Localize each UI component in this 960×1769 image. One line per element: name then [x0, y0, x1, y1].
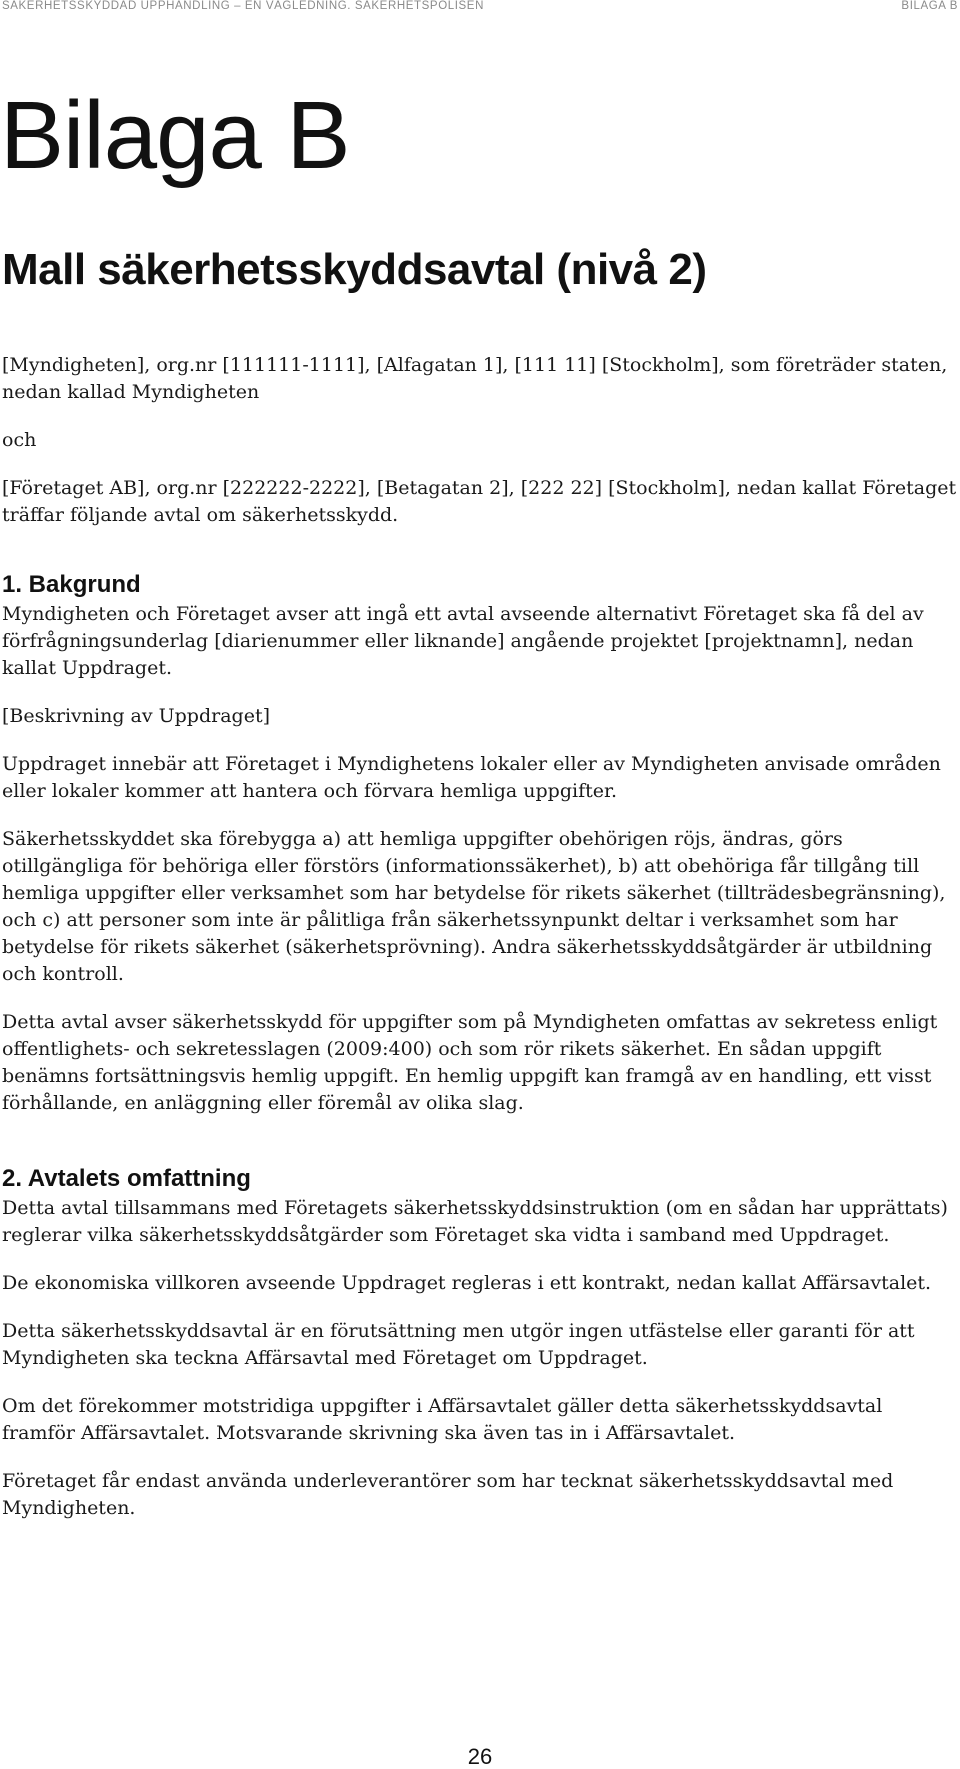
section-1-paragraph: [Beskrivning av Uppdraget]	[2, 705, 270, 727]
document-body	[2, 352, 957, 1522]
section-2-paragraph: De ekonomiska villkoren avseende Uppdraget regleras i ett kontrakt, nedan kallat Affärsavtalet.	[2, 1272, 932, 1294]
section-1-heading: 1. Bakgrund	[2, 571, 141, 598]
running-header	[2, 0, 958, 14]
section-1-paragraph: Detta avtal avser säkerhetsskydd för uppgifter som på Myndigheten omfattas av sekretess enligt offentlighets- och sekretesslagen (2009:400) och som rör rikets säkerhet. En sådan uppgift benämns fortsättningsvis hemlig uppgift. En hemlig uppgift kan framgå av en handling, ett visst förhållande, en anläggning eller föremål av olika slag.	[2, 1011, 938, 1114]
running-header-title: SÄKERHETSSKYDDAD UPPHANDLING – EN VÄGLEDNING. SÄKERHETSPOLISEN	[2, 0, 484, 12]
section-1-paragraph: Uppdraget innebär att Företaget i Myndighetens lokaler eller av Myndigheten anvisade områden eller lokaler kommer att hantera och förvara hemliga uppgifter.	[2, 753, 941, 802]
page-title: Bilaga B	[0, 82, 350, 189]
section-1-paragraph: Säkerhetsskyddet ska förebygga a) att hemliga uppgifter obehörigen röjs, ändras, görs otillgängliga för behöriga eller förstörs (informationssäkerhet), b) att obehöriga får tillgång till hemliga uppgifter eller verksamhet som har betydelse för rikets säkerhet (tillträdesbegränsning), och c) att personer som inte är pålitliga från säkerhetssynpunkt deltar i verksamhet som har betydelse för rikets säkerhet (säkerhetsprövning). Andra säkerhetsskyddsåtgärder är utbildning och kontroll.	[2, 828, 946, 985]
party-myndigheten: [Myndigheten], org.nr [111111-1111], [Alfagatan 1], [111 11] [Stockholm], som företräder staten, nedan kallad Myndigheten	[2, 354, 948, 403]
conjunction-och: och	[2, 429, 37, 451]
party-foretaget: [Företaget AB], org.nr [222222-2222], [Betagatan 2], [222 22] [Stockholm], nedan kallat Företaget träffar följande avtal om säkerhetsskydd.	[2, 477, 957, 526]
section-2-heading: 2. Avtalets omfattning	[2, 1165, 251, 1192]
page-number: 26	[467, 1744, 493, 1769]
section-2-paragraph: Detta säkerhetsskyddsavtal är en förutsättning men utgör ingen utfästelse eller garanti för att Myndigheten ska teckna Affärsavtal med Företaget om Uppdraget.	[2, 1320, 915, 1369]
section-2-paragraph: Detta avtal tillsammans med Företagets säkerhetsskyddsinstruktion (om en sådan har upprättats) reglerar vilka säkerhetsskyddsåtgärder som Företaget ska vidta i samband med Uppdraget.	[2, 1197, 948, 1246]
section-1-paragraph: Myndigheten och Företaget avser att ingå ett avtal avseende alternativt Företaget ska få del av förfrågningsunderlag [diarienummer eller liknande] angående projektet [projektnamn], nedan kallat Uppdraget.	[2, 603, 924, 679]
running-header-section: BILAGA B	[901, 0, 958, 12]
section-2-paragraph: Företaget får endast använda underleverantörer som har tecknat säkerhetsskyddsavtal med Myndigheten.	[2, 1470, 894, 1519]
page-subtitle: Mall säkerhetsskyddsavtal (nivå 2)	[2, 245, 707, 294]
section-2-paragraph: Om det förekommer motstridiga uppgifter i Affärsavtalet gäller detta säkerhetsskyddsavtal framför Affärsavtalet. Motsvarande skrivning ska även tas in i Affärsavtalet.	[2, 1395, 883, 1444]
